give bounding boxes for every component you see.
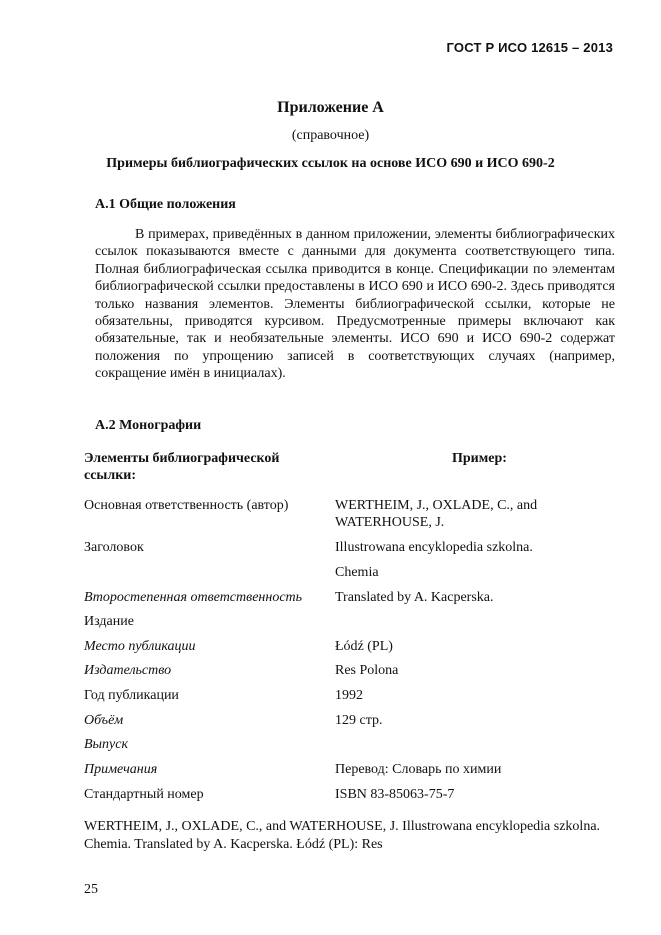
row-value: Res Polona [335,663,399,678]
row-value: Translated by A. Kacperska. [335,590,494,605]
row-value: WERTHEIM, J., OXLADE, C., and WATERHOUSE, J. [335,498,538,530]
section-heading-general: А.1 Общие положения [95,197,236,212]
row-label: Место публикации [84,639,196,654]
row-label: Объём [84,713,124,728]
row-label: Выпуск [84,737,129,752]
row-value: Illustrowana encyklopedia szkolna. [335,540,533,555]
page-number: 25 [84,882,98,897]
document-header: ГОСТ Р ИСО 12615 – 2013 [446,40,613,55]
row-value: 1992 [335,688,363,703]
full-reference: WERTHEIM, J., OXLADE, C., and WATERHOUSE, J. Illustrowana encyklopedia szkolna. Chemia. Translated by A. Kacperska. Łódź (PL): Res [84,819,601,852]
row-label: Примечания [84,762,158,777]
general-paragraph: В примерах, приведённых в данном приложении, элементы библиографических ссылок показываются вместе с данными для документа соответствующего типа. Полная библиографическая ссылка приводится в конце. Спецификации по элементам библиографической ссылки предоставлены в ИСО 690 и ИСО 690-2. Здесь приводятся только названия элементов. Элементы библиографической ссылки, которые не обязательны, приводятся курсивом. Предусмотренные примеры включают как обязательные, так и необязательные элементы. ИСО 690 и ИСО 690-2 содержат положения по упрощению записей в соответствующих случаях (например, сокращение имён в инициалах). [95,227,615,382]
appendix-heading: Примеры библиографических ссылок на основе ИСО 690 и ИСО 690-2 [106,156,555,171]
row-label: Основная ответственность (автор) [84,498,289,513]
row-label: Издательство [84,663,172,678]
row-value: Łódź (PL) [335,639,393,654]
section-heading-monographs: А.2 Монографии [95,418,202,433]
column-header-example: Пример: [452,451,507,466]
row-label: Год публикации [84,688,179,703]
appendix-title: Приложение А [277,99,384,116]
column-header-elements: Элементы библиографической ссылки: [84,451,280,483]
row-value: Перевод: Словарь по химии [335,762,502,777]
row-label: Второстепенная ответственность [84,590,303,605]
row-label: Стандартный номер [84,787,204,802]
row-label: Издание [84,614,134,629]
row-label: Заголовок [84,540,144,555]
row-value: 129 стр. [335,713,383,728]
appendix-subtitle: (справочное) [291,128,370,143]
row-value: ISBN 83-85063-75-7 [335,787,455,802]
row-value: Chemia [335,565,379,580]
